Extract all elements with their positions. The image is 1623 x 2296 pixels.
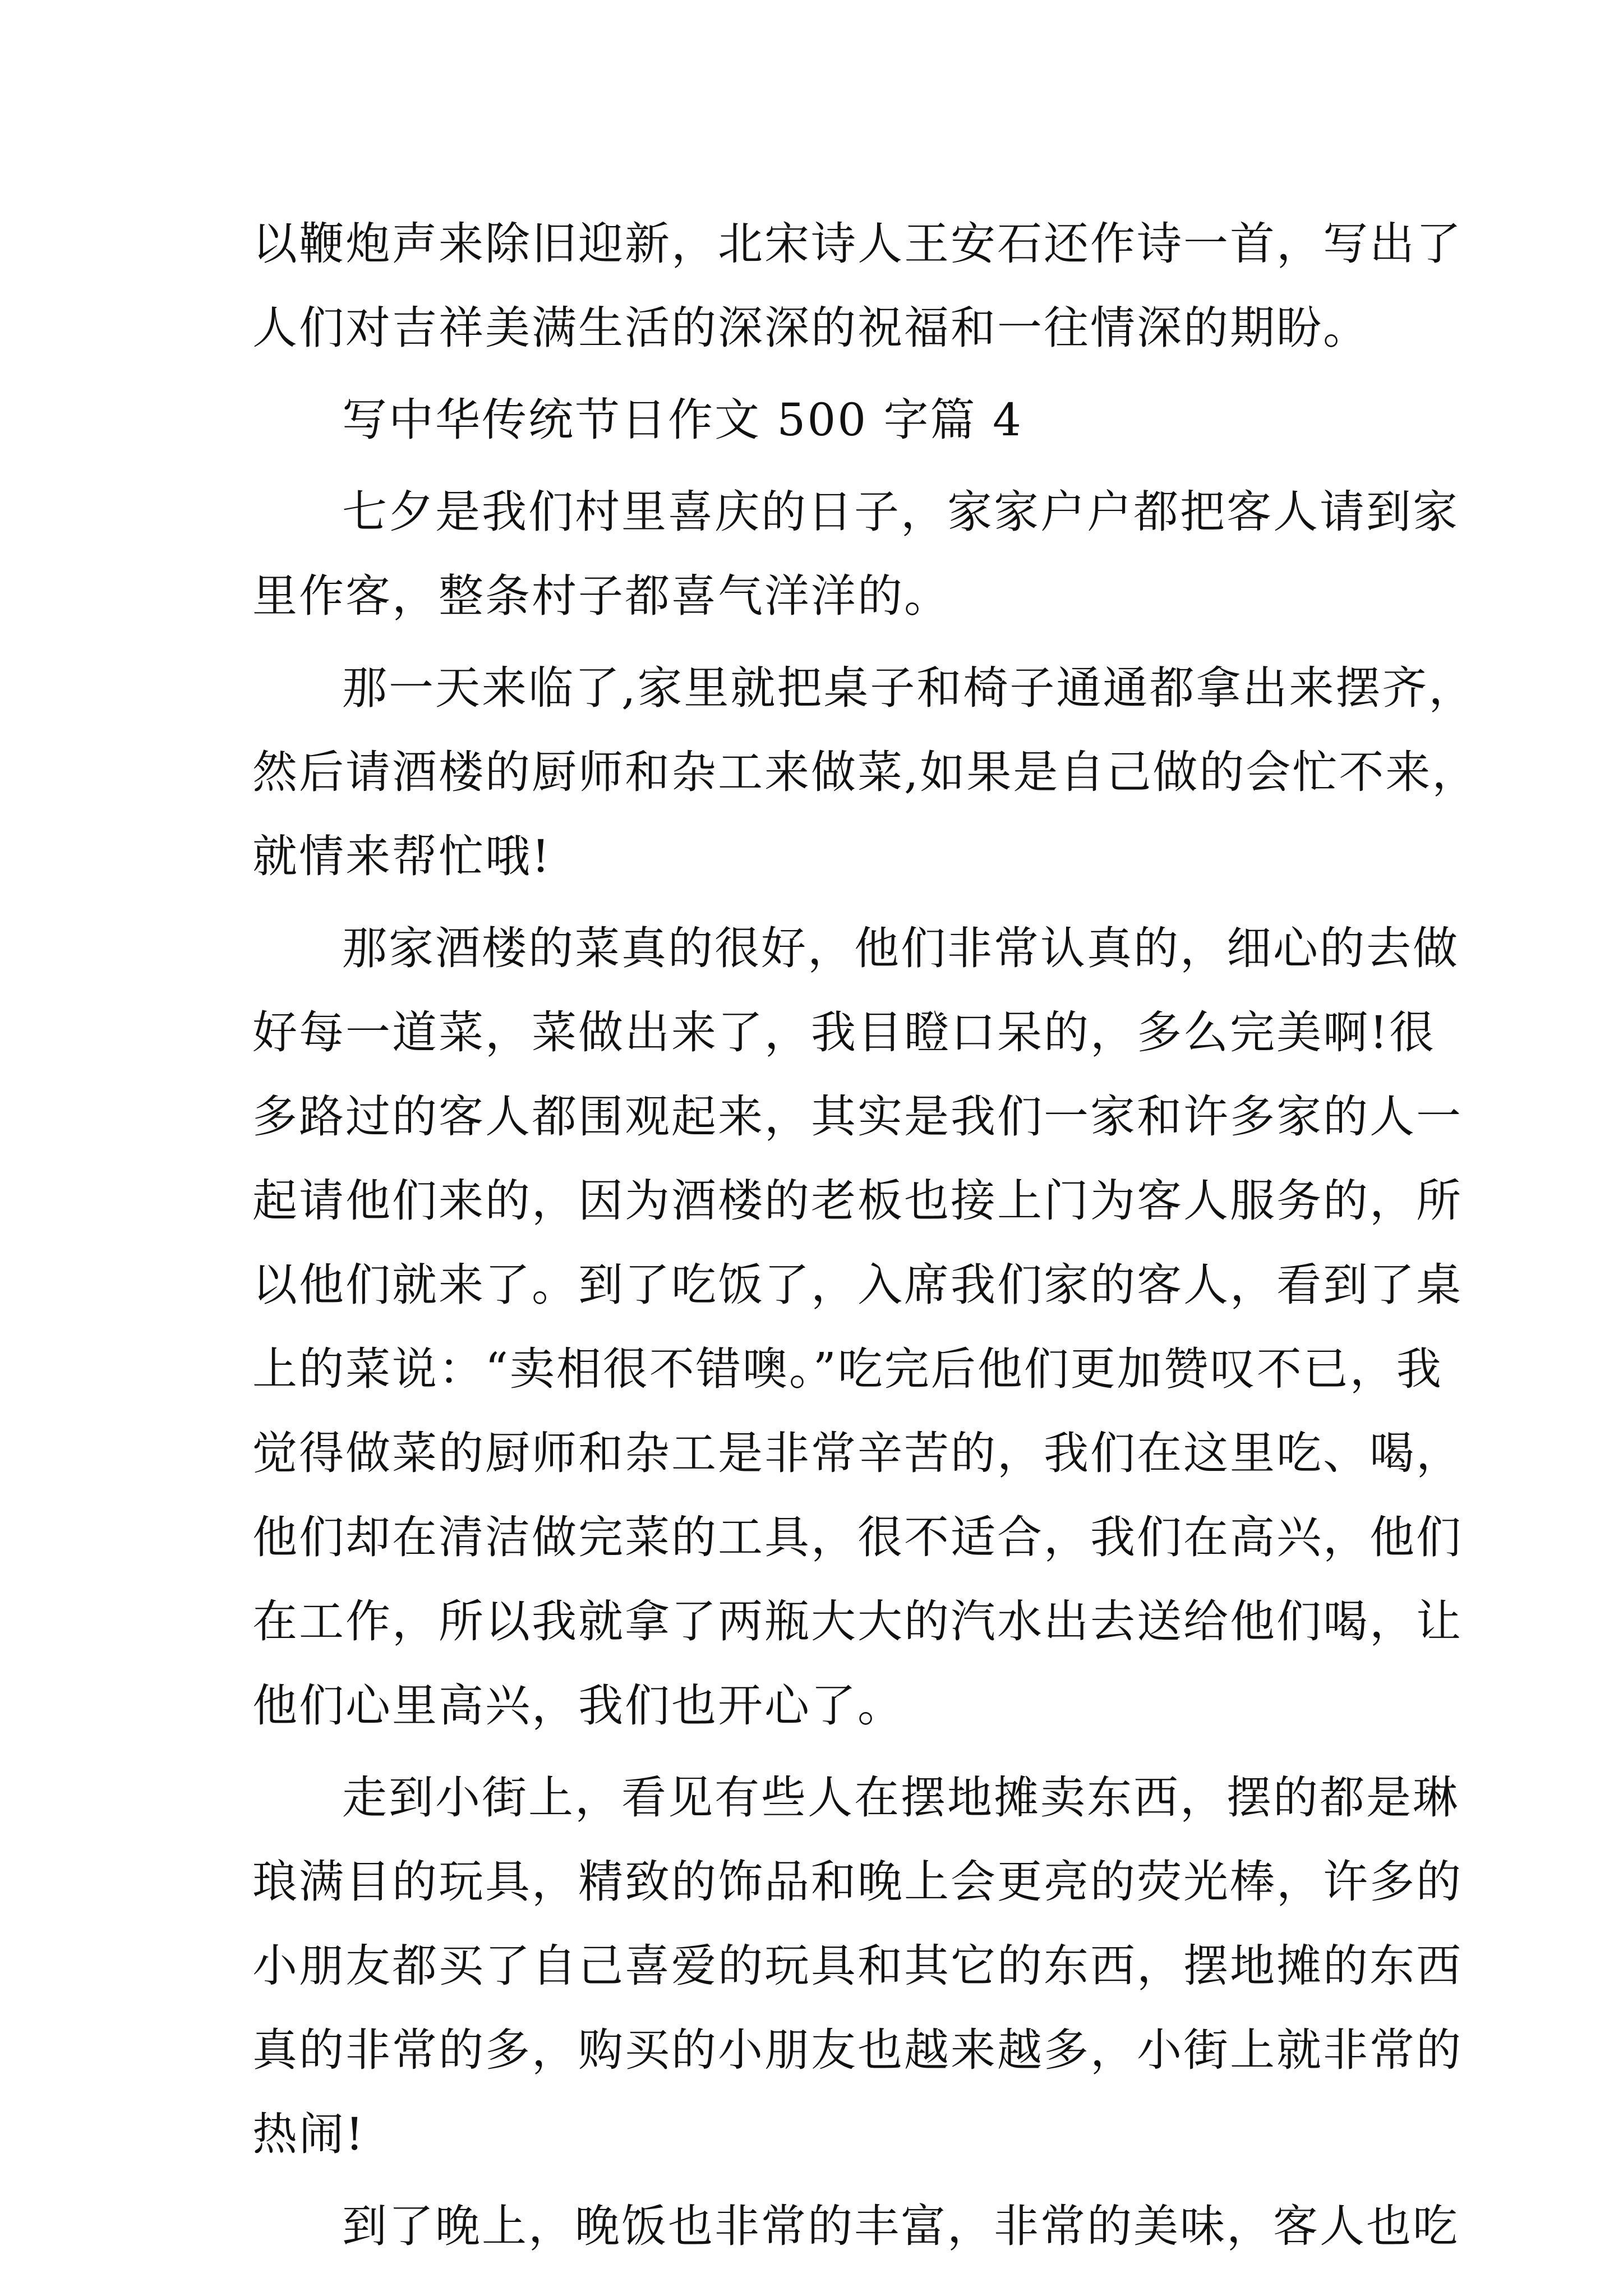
paragraph-intro-tail [252,202,1463,370]
document-page [252,202,1479,2269]
text-line: 里作客，整条村子都喜气洋洋的。 [252,570,951,622]
text-line: 他们心里高兴，我们也开心了。 [252,1680,904,1732]
text-line: 起请他们来的，因为酒楼的老板也接上门为客人服务的，所 [252,1175,1463,1227]
text-line: 上的菜说：“卖相很不错噢。”吃完后他们更加赞叹不已，我 [252,1343,1443,1395]
text-line: 觉得做菜的厨师和杂工是非常辛苦的，我们在这里吃、喝， [252,1427,1463,1479]
text-line: 小朋友都买了自己喜爱的玩具和其它的东西，摆地摊的东西 [252,1940,1463,1992]
text-line: 到了晚上，晚饭也非常的丰富，非常的美味，客人也吃 [342,2200,1459,2252]
text-line: 那一天来临了,家里就把桌子和椅子通通都拿出来摆齐， [342,662,1476,714]
text-line: 真的非常的多，购买的小朋友也越来越多，小街上就非常的 [252,2024,1463,2076]
text-line: 他们却在清洁做完菜的工具，很不适合，我们在高兴，他们 [252,1511,1463,1563]
paragraph-that-day [252,646,1479,899]
text-line: 走到小街上，看见有些人在摆地摊卖东西，摆的都是琳 [342,1772,1459,1824]
text-line: 热闹! [252,2108,366,2160]
text-line: 人们对吉祥美满生活的深深的祝福和一往情深的期盼。 [252,302,1370,354]
text-line: 好每一道菜，菜做出来了，我目瞪口呆的，多么完美啊!很 [252,1006,1436,1059]
text-line: 以鞭炮声来除旧迎新，北宋诗人王安石还作诗一首，写出了 [252,218,1463,270]
section-heading [252,378,1385,462]
text-line: 七夕是我们村里喜庆的日子，家家户户都把客人请到家 [342,486,1459,538]
paragraph-evening [252,2184,1459,2269]
text-line: 琅满目的玩具，精致的饰品和晚上会更亮的荧光棒，许多的 [252,1856,1463,1908]
heading-text: 写中华传统节日作文 500 字篇 4 [342,394,1023,446]
text-line: 以他们就来了。到了吃饭了，入席我们家的客人，看到了桌 [252,1259,1463,1311]
text-line: 那家酒楼的菜真的很好，他们非常认真的，细心的去做 [342,922,1459,974]
text-line: 然后请酒楼的厨师和杂工来做菜,如果是自己做的会忙不来， [252,746,1479,798]
text-line: 就情来帮忙哦! [252,830,552,882]
paragraph-street [252,1756,1463,2177]
text-line: 多路过的客人都围观起来，其实是我们一家和许多家的人一 [252,1091,1463,1143]
paragraph-qixi [252,470,1459,638]
text-line: 在工作，所以我就拿了两瓶大大的汽水出去送给他们喝，让 [252,1595,1463,1648]
paragraph-restaurant [252,907,1463,1748]
